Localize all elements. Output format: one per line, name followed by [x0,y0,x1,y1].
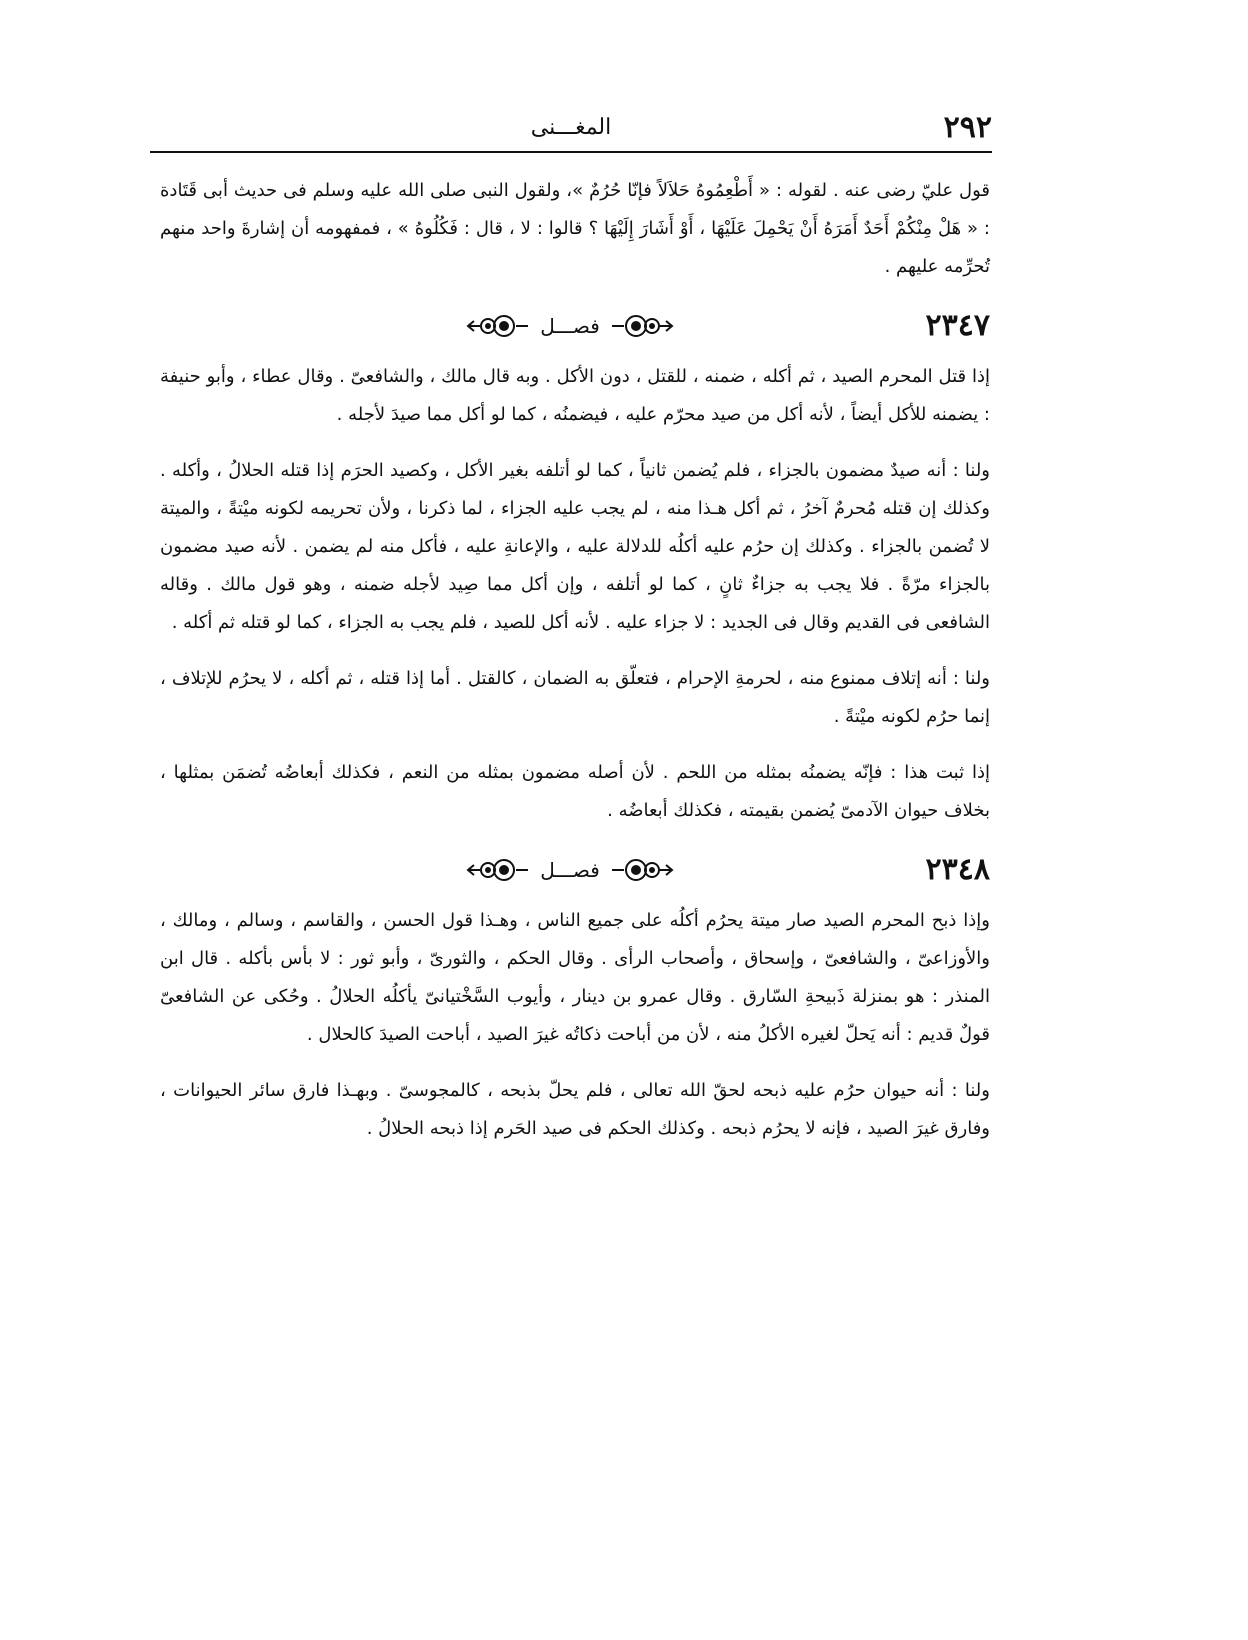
section-number: ٢٣٤٨ [925,852,990,887]
section-title-text: فصـــل [540,314,600,338]
intro-paragraph: قول عليّ رضى عنه . لقوله : « أَطْعِمُوهُ حَلاَلاً فإنّا حُرُمٌ »، ولقول النبى صلى الله عليه وسلم فى حديث أبى قَتَادة : « هَلْ مِنْكُمْ أَحَدٌ أَمَرَهُ أَنْ يَحْمِلَ عَلَيْهَا ، أَوْ أَشَارَ إِلَيْهَا ؟ قالوا : لا ، قال : فَكُلُوهُ » ، فمفهومه أن إشارةَ واحد منهم تُحرِّمه عليهم . [160,180,990,277]
paragraph: إذا ثبت هذا : فإنّه يضمنُه بمثله من اللحم . لأن أصله مضمون بمثله من النعم ، فكذلك أبعاضُه تُضمَن بمثلها ، بخلاف حيوان الآدمىّ يُضمن بقيمته ، فكذلك أبعاضُه . [160,762,990,821]
paragraph: ولنا : أنه إتلاف ممنوع منه ، لحرمةِ الإحرام ، فتعلّق به الضمان ، كالقتل . أما إذا قتله ، ثم أكله ، لا يحرُم للإتلاف ، إنما حرُم لكونه ميْتةً . [160,668,990,727]
header-rule [150,151,992,153]
page-number: ٢٩٢ [943,110,992,145]
section-title-text: فصـــل [540,858,600,882]
section-title [440,850,700,890]
section-heading-2347 [160,300,990,352]
section-heading-2348 [160,844,990,896]
page-body [160,172,990,1148]
paragraph: وإذا ذبح المحرم الصيد صار ميتة يحرُم أكلُه على جميع الناس ، وهـذا قول الحسن ، والقاسم ، وسالم ، ومالك ، والأوزاعىّ ، والشافعىّ ، وإسحاق ، وأصحاب الرأى . وقال الحكم ، والثورىّ ، وأبو ثور : لا بأس بأكله . قال ابن المنذر : هو بمنزلة ذَبيحةِ السّارق . وقال عمرو بن دينار ، وأيوب السَّخْتيانىّ يأكلُه الحلالُ . وحُكى عن الشافعىّ قولٌ قديم : أنه يَحلّ لغيره الأكلُ منه ، لأن من أباحت ذكاتُه غيرَ الصيد ، أباحت الصيدَ كالحلال . [160,910,990,1045]
running-title: المغـــنى [530,115,612,140]
section-number: ٢٣٤٧ [925,308,990,343]
ornament-icon [466,312,530,340]
section-title [440,306,700,346]
ornament-icon [466,856,530,884]
paragraph: ولنا : أنه صيدٌ مضمون بالجزاء ، فلم يُضمن ثانياً ، كما لو أتلفه بغير الأكل ، وكصيد الحرَم إذا قتله الحلالُ ، وأكله . وكذلك إن قتله مُحرمٌ آخرُ ، ثم أكل هـذا منه ، لم يجب عليه الجزاء ، لما ذكرنا ، ولأن تحريمه لكونه ميْتةً ، والميتة لا تُضمن بالجزاء . وكذلك إن حرُم عليه أكلُه للدلالة عليه ، والإعانةِ عليه ، فأكل منه لم يضمن . لأنه صيد مضمون بالجزاء مرّةً . فلا يجب به جزاءٌ ثانٍ ، كما لو أتلفه ، وإن أكل مما صِيد لأجله ضمنه ، وهو قول مالك . وقاله الشافعى فى القديم وقال فى الجديد : لا جزاء عليه . لأنه أكل للصيد ، فلم يجب به الجزاء ، كما لو قتله ثم أكله . [160,460,990,633]
page-header [150,108,992,150]
ornament-icon [610,312,674,340]
paragraph: ولنا : أنه حيوان حرُم عليه ذبحه لحقّ الله تعالى ، فلم يحلّ بذبحه ، كالمجوسىّ . وبهـذا فارق سائر الحيوانات ، وفارق غيرَ الصيد ، فإنه لا يحرُم ذبحه . وكذلك الحكم فى صيد الحَرم إذا ذبحه الحلالُ . [160,1080,990,1139]
paragraph: إذا قتل المحرم الصيد ، ثم أكله ، ضمنه ، للقتل ، دون الأكل . وبه قال مالك ، والشافعىّ . وقال عطاء ، وأبو حنيفة : يضمنه للأكل أيضاً ، لأنه أكل من صيد محرّم عليه ، فيضمنُه ، كما لو أكل مما صيدَ لأجله . [160,366,990,425]
ornament-icon [610,856,674,884]
